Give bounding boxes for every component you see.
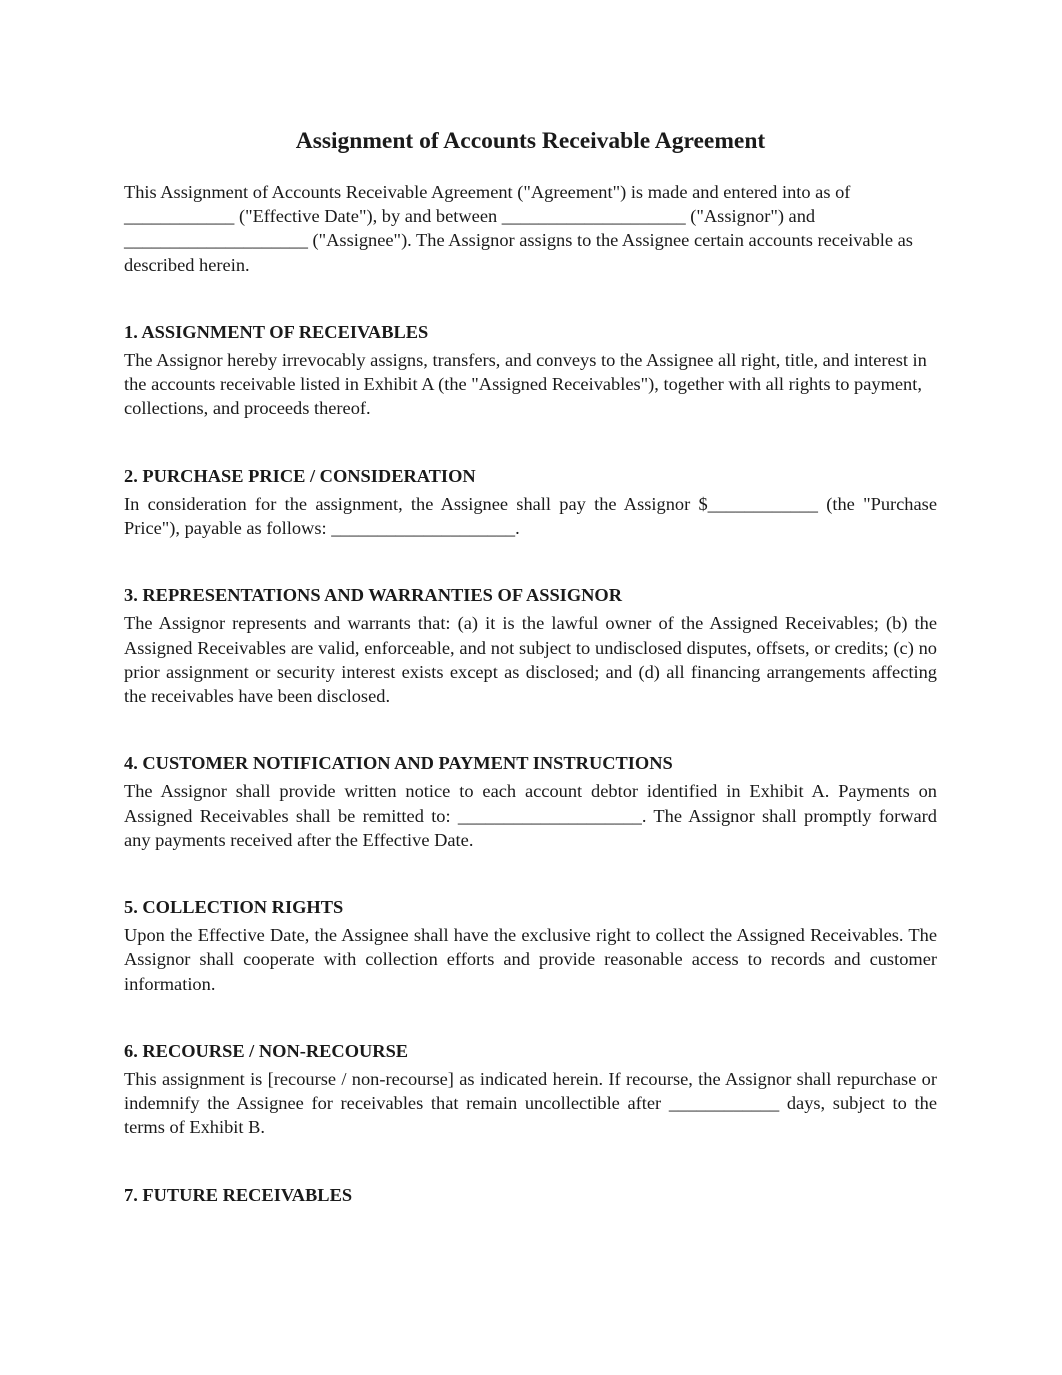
section-heading: 6. RECOURSE / NON-RECOURSE	[124, 1040, 409, 1061]
section-7	[124, 1183, 937, 1207]
section-heading: 1. ASSIGNMENT OF RECEIVABLES	[124, 321, 429, 342]
section-2	[124, 464, 937, 541]
section-1	[124, 320, 937, 421]
section-4	[124, 751, 937, 852]
section-body: In consideration for the assignment, the Assignee shall pay the Assignor $____________ (the "Purchase Price"), payable as follows: ____________________.	[124, 493, 937, 539]
section-body: Upon the Effective Date, the Assignee shall have the exclusive right to collect the Assigned Receivables. The Assignor shall cooperate with collection efforts and provide reasonable access to records and customer information.	[124, 925, 937, 994]
section-body: The Assignor represents and warrants that: (a) it is the lawful owner of the Assigned Receivables; (b) the Assigned Receivables are valid, enforceable, and not subject to undisclosed disputes, offsets, or credits; (c) no prior assignment or security interest exists except as disclosed; and (d) all financing arrangements affecting the receivables have been disclosed.	[124, 613, 937, 707]
section-6	[124, 1039, 937, 1140]
section-5	[124, 895, 937, 996]
section-3	[124, 583, 937, 708]
document-page	[124, 124, 937, 1250]
section-body: This assignment is [recourse / non-recourse] as indicated herein. If recourse, the Assignor shall repurchase or indemnify the Assignee for receivables that remain uncollectible after ____________ days, subject to the terms of Exhibit B.	[124, 1069, 937, 1138]
document-title: Assignment of Accounts Receivable Agreement	[295, 128, 766, 154]
section-body: The Assignor hereby irrevocably assigns, transfers, and conveys to the Assignee all right, title, and interest in the accounts receivable listed in Exhibit A (the "Assigned Receivables"), together with all rights to payment, collections, and proceeds thereof.	[124, 350, 927, 419]
section-heading: 5. COLLECTION RIGHTS	[124, 897, 344, 918]
section-body: The Assignor shall provide written notice to each account debtor identified in Exhibit A. Payments on Assigned Receivables shall be remitted to: ____________________. The Assignor shall promptly forward any payments received after the Effective Date.	[124, 781, 937, 850]
section-heading: 7. FUTURE RECEIVABLES	[124, 1184, 353, 1205]
section-heading: 2. PURCHASE PRICE / CONSIDERATION	[124, 465, 476, 486]
intro-paragraph: This Assignment of Accounts Receivable Agreement ("Agreement") is made and entered into as of ____________ ("Effective Date"), by and between ____________________ ("Assignor") and ____________________ ("Assignee"). The Assignor assigns to the Assignee certain accounts receivable as described herein.	[124, 182, 913, 275]
section-heading: 4. CUSTOMER NOTIFICATION AND PAYMENT INSTRUCTIONS	[124, 753, 673, 774]
section-heading: 3. REPRESENTATIONS AND WARRANTIES OF ASSIGNOR	[124, 585, 623, 606]
